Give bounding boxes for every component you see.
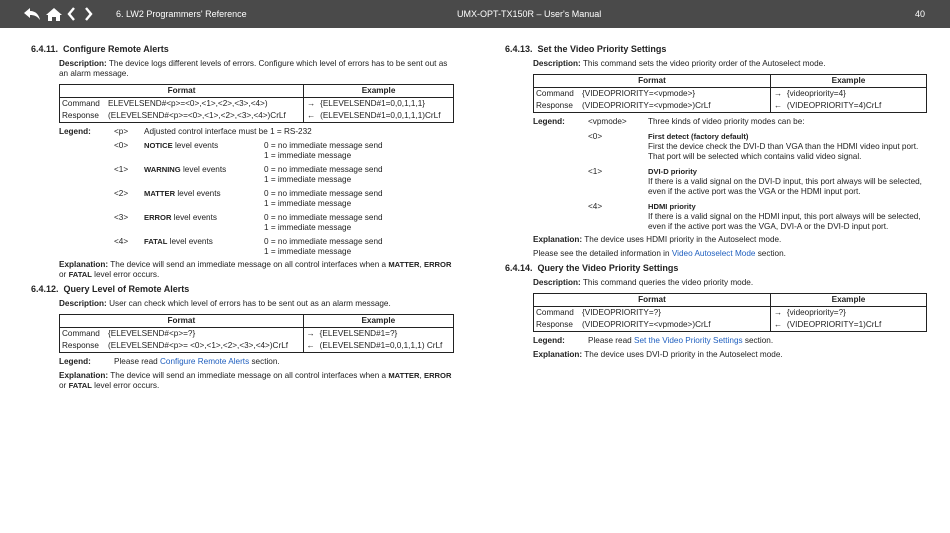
command-table: Format Example Command {ELEVELSEND#<p>=?} → {ELEVELSEND#1=?} Response (ELEVELSEND#<p>= <0>,<1>,<2>,<3>,<4>)CrLf ← (ELEVELSEND#1=0,0,1,1,1) CrLf xyxy=(59,314,454,353)
right-column xyxy=(505,44,927,364)
section-description: Description: The device logs different levels of errors. Configure which level of errors has to be sent out as an alarm message. xyxy=(59,59,448,78)
table-row: Response (VIDEOPRIORITY=<vpmode>)CrLf ← (VIDEOPRIORITY=4)CrLf xyxy=(534,100,927,113)
legend: Legend: Please read Set the Video Priority Settings section. xyxy=(533,336,774,345)
section-description: Description: This command queries the video priority mode. xyxy=(533,278,754,287)
table-row: Response (ELEVELSEND#<p>=<0>,<1>,<2>,<3>,<4>)CrLf ← (ELEVELSEND#1=0,0,1,1,1)CrLf xyxy=(60,110,454,123)
section-heading-query-level-remote-alerts: 6.4.12. Query Level of Remote Alerts xyxy=(31,284,190,294)
legend: Legend: <p> Adjusted control interface must be 1 = RS-232 <0> NOTICE level events 0 = no immediate message send 1 = immediate message <1> WARNING level events 0 = no immediate message send 1 = immediate message <2> MATTER level events 0 = no immediate message send 1 = immediate message <3> ERROR level events 0 = no immediate message send 1 = immediate message <4> FATAL level events 0 = no immediate message send 1 = immediate message xyxy=(59,127,383,256)
home-icon[interactable] xyxy=(44,5,64,23)
command-table: Format Example Command {VIDEOPRIORITY=<vpmode>} → {videopriority=4} Response (VIDEOPRIORITY=<vpmode>)CrLf ← (VIDEOPRIORITY=4)CrLf xyxy=(533,74,927,113)
command-table: Format Example Command {VIDEOPRIORITY=?} → {videopriority=?} Response (VIDEOPRIORITY=<vpmode>)CrLf ← (VIDEOPRIORITY=1)CrLf xyxy=(533,293,927,332)
table-row: Command {VIDEOPRIORITY=<vpmode>} → {videopriority=4} xyxy=(536,89,846,98)
table-row: Command {ELEVELSEND#<p>=?} → {ELEVELSEND#1=?} xyxy=(62,329,398,338)
command-table xyxy=(59,84,454,123)
left-column xyxy=(31,44,454,395)
table-row: Command ELEVELSEND#<p>=<0>,<1>,<2>,<3>,<4>) → {ELEVELSEND#1=0,0,1,1,1} xyxy=(62,99,426,108)
page-number: 40 xyxy=(914,9,925,19)
table-row: Response (ELEVELSEND#<p>= <0>,<1>,<2>,<3>,<4>)CrLf ← (ELEVELSEND#1=0,0,1,1,1) CrLf xyxy=(60,340,454,353)
explanation: Explanation: The device will send an immediate message on all control interfaces when a MATTER, ERROR or FATAL level error occurs. xyxy=(59,260,452,279)
explanation: Explanation: The device uses DVI-D priority in the Autoselect mode. xyxy=(533,350,783,359)
video-autoselect-mode-link[interactable]: Video Autoselect Mode xyxy=(671,249,756,258)
set-video-priority-link[interactable]: Set the Video Priority Settings xyxy=(633,336,743,345)
explanation: Explanation: The device uses HDMI priority in the Autoselect mode. xyxy=(533,235,782,244)
explanation: Explanation: The device will send an immediate message on all control interfaces when a MATTER, ERROR or FATAL level error occurs. xyxy=(59,371,452,390)
previous-page-icon[interactable] xyxy=(64,5,78,23)
legend: Legend: Please read Configure Remote Alerts section. xyxy=(59,357,280,366)
format-header: Format xyxy=(60,85,304,98)
table-row: Response (VIDEOPRIORITY=<vpmode>)CrLf ← (VIDEOPRIORITY=1)CrLf xyxy=(534,319,927,332)
section-heading-query-video-priority: 6.4.14. Query the Video Priority Settings xyxy=(505,263,679,273)
legend: Legend: <vpmode> Three kinds of video priority modes can be: <0> First detect (factory default) First the device check the DVI-D than VGA than the HDMI video input port. That port will be selected which contains valid video signal. <1> DVI-D priority If there is a valid signal on the DVI-D input, this port always will be selected, even if the active port was the VGA or the HDMI input port. <4> HDMI priority If there is a valid signal on the HDMI input, this port always will be selected, even if the active port was the VGA, DVI-A or the DVI-D input port. xyxy=(533,117,922,231)
back-icon[interactable] xyxy=(22,5,42,23)
next-page-icon[interactable] xyxy=(81,5,95,23)
document-title: UMX-OPT-TX150R – User's Manual xyxy=(457,9,602,19)
section-description: Description: This command sets the video priority order of the Autoselect mode. xyxy=(533,59,826,68)
chapter-title[interactable]: 6. LW2 Programmers' Reference xyxy=(116,9,247,19)
section-heading-configure-remote-alerts: 6.4.11. Configure Remote Alerts xyxy=(31,44,169,54)
section-description: Description: User can check which level of errors has to be sent out as an alarm message. xyxy=(59,299,391,308)
configure-remote-alerts-link[interactable]: Configure Remote Alerts xyxy=(159,357,250,366)
example-header: Example xyxy=(304,85,454,98)
see-also: Please see the detailed information in Video Autoselect Mode section. xyxy=(533,249,786,258)
header-bar xyxy=(0,0,950,28)
section-heading-set-video-priority: 6.4.13. Set the Video Priority Settings xyxy=(505,44,667,54)
table-row: Command {VIDEOPRIORITY=?} → {videopriority=?} xyxy=(536,308,846,317)
